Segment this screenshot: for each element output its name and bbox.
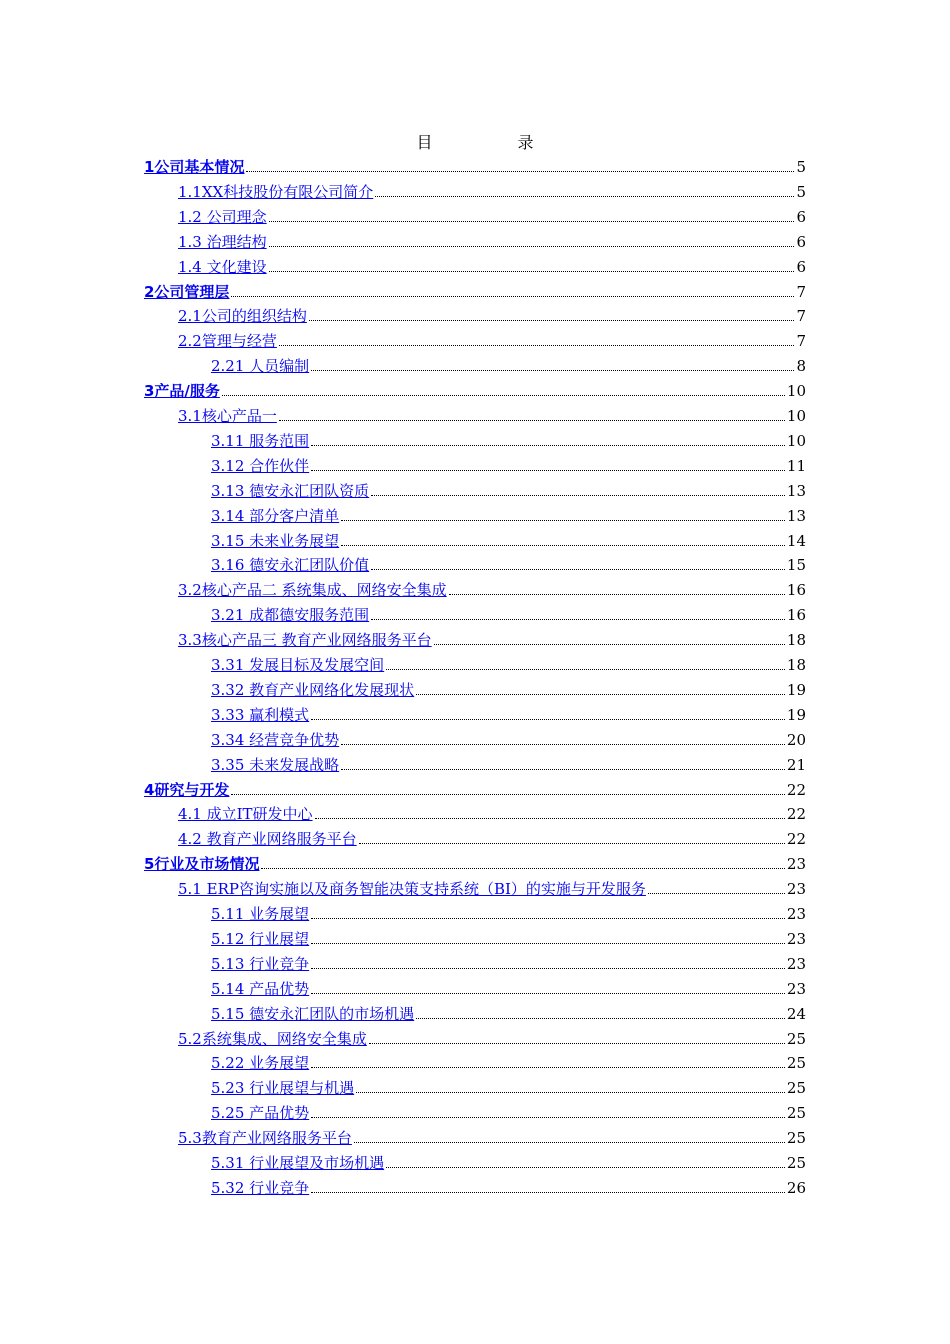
dot-leader xyxy=(311,993,785,994)
toc-entry-level-3[interactable] xyxy=(211,428,806,450)
toc-page-number: 23 xyxy=(786,979,806,998)
toc-entry-link[interactable]: 5.11 业务展望 xyxy=(211,905,310,923)
toc-entry-level-2[interactable] xyxy=(178,179,806,201)
toc-page-number: 13 xyxy=(786,481,806,500)
toc-page-number: 7 xyxy=(796,332,806,351)
toc-entry-link[interactable]: 3.11 服务范围 xyxy=(211,431,310,450)
toc-entry-level-3[interactable] xyxy=(211,552,806,574)
toc-page-number: 22 xyxy=(786,780,806,799)
toc-entry-link[interactable]: 1.3 治理结构 xyxy=(178,232,267,251)
toc-entry-link[interactable]: 3.31 发展目标及发展空间 xyxy=(211,656,385,674)
toc-entry-link[interactable]: 3.15 未来业务展望 xyxy=(211,531,340,550)
toc-page-number: 7 xyxy=(796,307,806,326)
toc-entry-level-3[interactable] xyxy=(211,1175,806,1197)
toc-entry-link[interactable]: 5.31 行业展望及市场机遇 xyxy=(211,1154,385,1172)
dot-leader xyxy=(269,271,795,272)
toc-page-number: 6 xyxy=(796,232,806,251)
toc-entry-level-2[interactable] xyxy=(178,1026,806,1048)
dot-leader xyxy=(269,246,795,247)
dot-leader xyxy=(311,943,785,944)
toc-entry-level-3[interactable] xyxy=(211,752,806,774)
toc-entry-level-3[interactable] xyxy=(211,453,806,475)
dot-leader xyxy=(261,868,784,869)
toc-page-number: 16 xyxy=(786,606,806,625)
toc-page-number: 7 xyxy=(796,282,806,301)
dot-leader xyxy=(311,1067,785,1068)
dot-leader xyxy=(648,893,785,894)
toc-entry-level-3[interactable] xyxy=(211,901,806,923)
toc-page-number: 25 xyxy=(786,1079,806,1098)
toc-entry-link[interactable]: 3.12 合作伙伴 xyxy=(211,456,310,475)
dot-leader xyxy=(341,744,785,745)
toc-page-number: 19 xyxy=(786,705,806,724)
toc-entry-link[interactable]: 3.34 经营竞争优势 xyxy=(211,730,340,749)
dot-leader xyxy=(311,470,785,471)
dot-leader xyxy=(369,1043,785,1044)
dot-leader xyxy=(371,495,785,496)
toc-entry-level-3[interactable] xyxy=(211,1001,806,1023)
toc-entry-link[interactable]: 5.13 行业竞争 xyxy=(211,954,310,973)
toc-entry-level-3[interactable] xyxy=(211,1075,806,1097)
toc-entry-link[interactable]: 3.1核心产品一 xyxy=(178,407,277,425)
toc-title-char-1: 目 xyxy=(416,133,433,152)
toc-entry-level-3[interactable] xyxy=(211,528,806,550)
dot-leader xyxy=(311,968,785,969)
toc-entry-level-3[interactable] xyxy=(211,652,806,674)
toc-entry-link[interactable]: 5.12 行业展望 xyxy=(211,929,310,948)
toc-page-number: 22 xyxy=(786,805,806,824)
toc-entry-level-1[interactable] xyxy=(144,851,806,873)
toc-entry-link[interactable]: 5.15 德安永汇团队的市场机遇 xyxy=(211,1004,415,1023)
toc-entry-level-2[interactable] xyxy=(178,303,806,325)
toc-page-number: 23 xyxy=(786,880,806,899)
dot-leader xyxy=(311,445,785,446)
toc-entry-level-2[interactable] xyxy=(178,1125,806,1147)
toc-entry-link[interactable]: 1公司基本情况 xyxy=(144,158,245,176)
toc-entry-level-2[interactable] xyxy=(178,204,806,226)
toc-page-number: 13 xyxy=(786,506,806,525)
toc-entry-link[interactable]: 1.2 公司理念 xyxy=(178,207,267,226)
toc-entry-link[interactable]: 2.2管理与经营 xyxy=(178,332,277,351)
toc-entry-link[interactable]: 1.4 文化建设 xyxy=(178,257,267,276)
toc-page-number: 10 xyxy=(786,431,806,450)
toc-entry-level-1[interactable] xyxy=(144,378,806,400)
toc-entry-link[interactable]: 3.13 德安永汇团队资质 xyxy=(211,481,370,500)
dot-leader xyxy=(311,1192,785,1193)
dot-leader xyxy=(269,221,795,222)
dot-leader xyxy=(359,843,785,844)
dot-leader xyxy=(356,1092,785,1093)
toc-page-number: 23 xyxy=(786,905,806,923)
toc-entry-level-2[interactable] xyxy=(178,577,806,599)
dot-leader xyxy=(311,719,785,720)
toc-page-number: 26 xyxy=(786,1178,806,1197)
toc-entry-level-2[interactable] xyxy=(178,229,806,251)
toc-page-number: 19 xyxy=(786,680,806,699)
dot-leader xyxy=(231,794,784,795)
toc-entry-level-3[interactable] xyxy=(211,1050,806,1072)
toc-page-number: 22 xyxy=(786,830,806,849)
dot-leader xyxy=(311,918,785,919)
toc-entry-level-3[interactable] xyxy=(211,976,806,998)
toc-page-number: 25 xyxy=(786,1029,806,1048)
toc-entry-level-3[interactable] xyxy=(211,926,806,948)
toc-page-number: 11 xyxy=(786,456,806,475)
toc-page-number: 23 xyxy=(786,929,806,948)
toc-page-number: 21 xyxy=(786,755,806,774)
toc-entry-link[interactable]: 4.1 成立IT研发中心 xyxy=(178,805,313,824)
toc-entry-link[interactable]: 4.2 教育产业网络服务平台 xyxy=(178,830,357,849)
toc-page-number: 25 xyxy=(786,1054,806,1073)
dot-leader xyxy=(371,569,785,570)
toc-page-number: 6 xyxy=(796,207,806,226)
dot-leader xyxy=(416,1018,785,1019)
toc-entry-link[interactable]: 3.21 成都德安服务范围 xyxy=(211,606,370,625)
toc-entry-link[interactable]: 3产品/服务 xyxy=(144,382,220,401)
toc-entry-link[interactable]: 5.3教育产业网络服务平台 xyxy=(178,1129,352,1148)
toc-page-number: 23 xyxy=(786,954,806,973)
dot-leader xyxy=(311,370,794,371)
toc-entry-level-3[interactable] xyxy=(211,1100,806,1122)
toc-entry-link[interactable]: 5.32 行业竞争 xyxy=(211,1178,310,1197)
dot-leader xyxy=(222,395,785,396)
toc-entry-link[interactable]: 5.2系统集成、网络安全集成 xyxy=(178,1029,367,1048)
dot-leader xyxy=(341,520,785,521)
toc-entry-link[interactable]: 3.14 部分客户清单 xyxy=(211,506,340,525)
toc-page-number: 15 xyxy=(786,556,806,575)
toc-page-number: 25 xyxy=(786,1104,806,1123)
toc-entry-link[interactable]: 3.32 教育产业网络化发展现状 xyxy=(211,680,415,699)
toc-page-number: 8 xyxy=(796,357,806,376)
toc-page-number: 24 xyxy=(786,1004,806,1023)
toc-entry-link[interactable]: 3.16 德安永汇团队价值 xyxy=(211,556,370,575)
dot-leader xyxy=(375,196,794,197)
toc-entry-link[interactable]: 5行业及市场情况 xyxy=(144,855,260,874)
toc-entry-link[interactable]: 2公司管理层 xyxy=(144,282,230,301)
toc-entry-link[interactable]: 3.2核心产品二 系统集成、网络安全集成 xyxy=(178,581,447,600)
toc-entry-link[interactable]: 5.14 产品优势 xyxy=(211,979,310,998)
toc-entry-level-3[interactable] xyxy=(211,1150,806,1172)
toc-entry-level-1[interactable] xyxy=(144,777,806,799)
dot-leader xyxy=(311,1117,785,1118)
toc-entry-link[interactable]: 5.22 业务展望 xyxy=(211,1054,310,1073)
dot-leader xyxy=(309,320,795,321)
dot-leader xyxy=(371,619,785,620)
toc-entry-level-3[interactable] xyxy=(211,602,806,624)
toc-entry-link[interactable]: 5.1 ERP咨询实施以及商务智能决策支持系统（BI）的实施与开发服务 xyxy=(178,880,646,899)
dot-leader xyxy=(354,1142,785,1143)
toc-entry-level-2[interactable] xyxy=(178,403,806,425)
dot-leader xyxy=(416,694,785,695)
toc-page-number: 5 xyxy=(796,158,806,176)
toc-page-number: 5 xyxy=(796,182,806,201)
toc-page-number: 18 xyxy=(786,656,806,674)
toc-page-number: 25 xyxy=(786,1154,806,1172)
toc-page-number: 6 xyxy=(796,257,806,276)
toc-entry-level-2[interactable] xyxy=(178,826,806,848)
toc-entry-link[interactable]: 2.1公司的组织结构 xyxy=(178,307,307,326)
dot-leader xyxy=(449,594,785,595)
toc-page-number: 23 xyxy=(786,855,806,874)
toc-entry-link[interactable]: 3.33 赢利模式 xyxy=(211,705,310,724)
dot-leader xyxy=(279,420,785,421)
toc-page-number: 18 xyxy=(786,631,806,650)
dot-leader xyxy=(246,171,794,172)
toc-entry-level-3[interactable] xyxy=(211,951,806,973)
toc-entry-level-3[interactable] xyxy=(211,353,806,375)
toc-title-char-2: 录 xyxy=(517,133,534,152)
toc-entry-link[interactable]: 4研究与开发 xyxy=(144,780,230,799)
toc-entry-level-1[interactable] xyxy=(144,154,806,176)
dot-leader xyxy=(231,296,794,297)
toc-entry-level-3[interactable] xyxy=(211,727,806,749)
toc-entry-level-2[interactable] xyxy=(178,876,806,898)
toc-page-number: 10 xyxy=(786,407,806,425)
toc-entry-level-2[interactable] xyxy=(178,328,806,350)
dot-leader xyxy=(341,769,785,770)
toc-entry-level-3[interactable] xyxy=(211,503,806,525)
toc-page-number: 20 xyxy=(786,730,806,749)
toc-page-number: 16 xyxy=(786,581,806,600)
toc-entry-link[interactable]: 5.23 行业展望与机遇 xyxy=(211,1079,355,1098)
toc-entry-level-2[interactable] xyxy=(178,801,806,823)
dot-leader xyxy=(434,644,785,645)
toc-entry-link[interactable]: 2.21 人员编制 xyxy=(211,357,310,376)
dot-leader xyxy=(341,545,785,546)
toc-page-number: 10 xyxy=(786,382,806,401)
dot-leader xyxy=(386,1167,785,1168)
dot-leader xyxy=(315,818,785,819)
toc-entry-link[interactable]: 5.25 产品优势 xyxy=(211,1104,310,1123)
toc-entry-level-3[interactable] xyxy=(211,478,806,500)
dot-leader xyxy=(386,669,785,670)
toc-page-number: 14 xyxy=(786,531,806,550)
toc-entry-link[interactable]: 1.1XX科技股份有限公司简介 xyxy=(178,182,374,201)
toc-entry-level-3[interactable] xyxy=(211,702,806,724)
toc-page-number: 25 xyxy=(786,1129,806,1148)
toc-title xyxy=(0,130,950,153)
toc-entry-link[interactable]: 3.3核心产品三 教育产业网络服务平台 xyxy=(178,631,432,650)
toc-entry-level-2[interactable] xyxy=(178,254,806,276)
dot-leader xyxy=(279,345,795,346)
toc-entry-level-3[interactable] xyxy=(211,677,806,699)
toc-entry-level-2[interactable] xyxy=(178,627,806,649)
toc-entry-level-1[interactable] xyxy=(144,279,806,301)
toc-entry-link[interactable]: 3.35 未来发展战略 xyxy=(211,755,340,774)
